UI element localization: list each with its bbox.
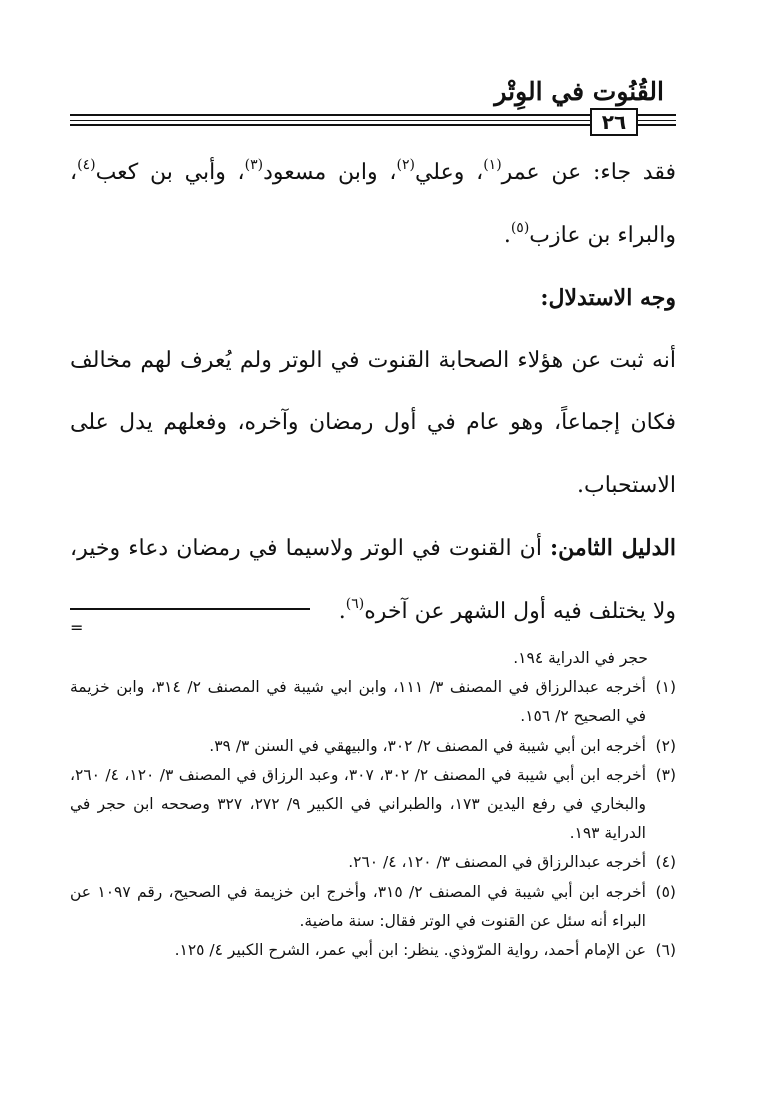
footnote-number: (٦) [655, 941, 676, 960]
evidence-label: الدليل الثامن: [550, 535, 676, 561]
text-segment: ، وعلي [414, 160, 484, 185]
footnote-text: أخرجه عبدالرزاق في المصنف ٣/ ١١١، وابن ابي شيبة في المصنف ٢/ ٣١٤، وابن خزيمة في الصحيح ٢/ ١٥٦. [70, 678, 646, 726]
paragraph-inference: أنه ثبت عن هؤلاء الصحابة القنوت في الوتر ولم يُعرف لهم مخالف فكان إجماعاً، وهو عام في أول رمضان وآخره، وفعلهم يدل على الاستحباب. [70, 347, 676, 498]
footnote-number: (٣) [655, 765, 677, 784]
footnote-separator [70, 608, 310, 610]
footnote-text: أخرجه ابن أبي شيبة في المصنف ٢/ ٣٠٢، والبيهقي في السنن ٣/ ٣٩. [209, 736, 646, 755]
footnote-text: أخرجه عبدالرزاق في المصنف ٣/ ١٢٠، ٤/ ٢٦٠. [348, 853, 646, 872]
footnote-ref-1: (١) [483, 157, 502, 173]
page-header [70, 70, 676, 142]
footnote-1 [70, 673, 676, 731]
page-number: ٢٦ [590, 108, 638, 136]
footnote-text: أخرجه ابن أبي شيبة في المصنف ٢/ ٣١٥، وأخرج ابن خزيمة في الصحيح، رقم ١٠٩٧ عن البراء أنه سئل عن القنوت في الوتر فقال: سنة ماضية. [70, 882, 646, 930]
text-segment: ، والبراء بن عازب [70, 160, 676, 248]
footnote-carryover: حجر في الدراية ١٩٤. [513, 649, 648, 667]
paragraph-eighth-evidence [70, 517, 676, 643]
footnote-ref-6: (٦) [345, 595, 365, 612]
footnote-ref-2: (٢) [396, 157, 415, 173]
text-segment: . [338, 598, 346, 624]
paragraph-companions [70, 142, 676, 267]
footnotes [70, 644, 676, 965]
text-segment: . [503, 222, 511, 248]
header-rule-bottom [70, 124, 676, 126]
footnote-3 [70, 761, 676, 849]
footnote-continuation-mark: = [70, 618, 84, 637]
footnote-text: أخرجه ابن أبي شيبة في المصنف ٢/ ٣٠٢، ٣٠٧، وعبد الرزاق في المصنف ٣/ ١٢٠، ٤/ ٢٦٠، والبخاري في رفع اليدين ١٧٣، والطبراني في الكبير ٩/ ٢٧٢، ٣٢٧ وصححه ابن حجر في الدراية ١٩٣. [70, 765, 647, 843]
text-segment: ، وابن مسعود [263, 160, 397, 185]
footnote-ref-5: (٥) [510, 219, 530, 236]
footnote-number: (٢) [655, 736, 676, 755]
footnote-2 [70, 732, 676, 761]
section-heading: وجه الاستدلال: [540, 285, 676, 311]
footnote-number: (٥) [655, 882, 676, 901]
footnote-ref-3: (٣) [244, 157, 264, 173]
footnote-6 [70, 936, 676, 965]
text-segment: ، وأبي بن كعب [95, 160, 245, 185]
footnote-number: (٤) [655, 853, 676, 872]
footnote-ref-4: (٤) [77, 157, 96, 173]
footnote-text: عن الإمام أحمد، رواية المرّوذي. ينظر: ابن أبي عمر، الشرح الكبير ٤/ ١٢٥. [174, 941, 646, 960]
header-rule-middle [70, 120, 676, 121]
footnote-number: (١) [655, 678, 676, 697]
footnote-4 [70, 848, 676, 877]
text-segment: فقد جاء: عن عمر [501, 160, 676, 185]
running-title: القُنُوت في الوِتْر [494, 77, 664, 106]
main-text [70, 142, 676, 643]
header-rule-top [70, 114, 676, 116]
text-segment: أن القنوت في الوتر ولاسيما في رمضان دعاء وخير، ولا يختلف فيه أول الشهر عن آخره [70, 536, 676, 624]
footnote-5 [70, 878, 676, 936]
